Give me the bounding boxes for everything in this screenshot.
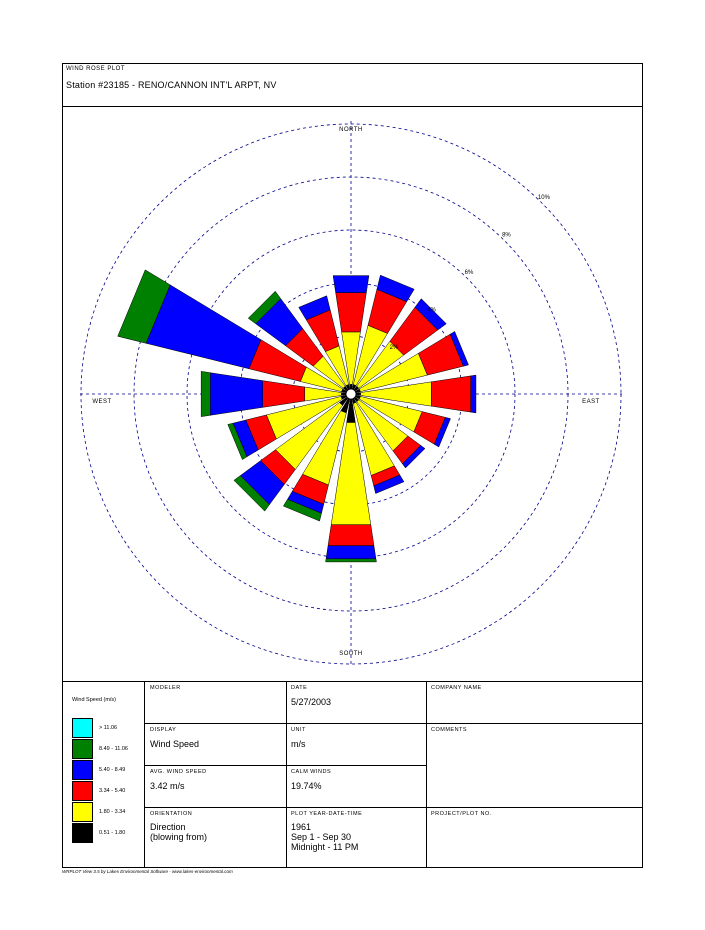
orientation-value-2: (blowing from) xyxy=(150,832,208,842)
legend-swatch xyxy=(72,760,93,780)
east-label: EAST xyxy=(582,399,600,405)
west-label: WEST xyxy=(92,399,112,405)
petal-segment xyxy=(328,525,374,546)
legend-label: 3.34 - 5.40 xyxy=(99,788,126,794)
legend-title: Wind Speed (m/s) xyxy=(72,697,117,703)
petal-segment xyxy=(210,373,262,416)
station-title: Station #23185 - RENO/CANNON INT'L ARPT, NV xyxy=(66,80,277,90)
legend-swatch xyxy=(72,739,93,759)
petals xyxy=(118,270,476,562)
petal-segment xyxy=(201,371,210,416)
calm-winds-value: 19.74% xyxy=(291,781,322,791)
petal-segment xyxy=(356,393,361,396)
petal-segment xyxy=(326,559,377,562)
ring-label: 10% xyxy=(537,195,550,202)
date-value: 5/27/2003 xyxy=(291,697,332,707)
legend-swatch xyxy=(72,823,93,843)
legend-label: 5.40 - 8.49 xyxy=(99,767,126,773)
plot-year-value-2: Sep 1 - Sep 30 xyxy=(291,832,352,842)
company-label: COMPANY NAME xyxy=(431,685,482,691)
legend-swatch xyxy=(72,718,93,738)
avg-speed-value: 3.42 m/s xyxy=(150,781,185,791)
legend-swatch xyxy=(72,802,93,822)
wind-rose-chart xyxy=(62,107,643,681)
petal-segment xyxy=(333,276,369,293)
date-label: DATE xyxy=(291,685,308,691)
petal-segment xyxy=(471,375,476,413)
footer-credit: WRPLOT View 3.5 by Lakes Environmental Software - www.lakes-environmental.com xyxy=(62,869,233,874)
petal-segment xyxy=(350,384,353,389)
plot-year-label: PLOT YEAR-DATE-TIME xyxy=(291,811,363,817)
unit-value: m/s xyxy=(291,739,306,749)
petal-segment xyxy=(336,293,367,332)
ring-label: 8% xyxy=(502,232,511,239)
petal-segment xyxy=(263,381,305,408)
legend-label: 0.51 - 1.80 xyxy=(99,830,126,836)
ring-label: 4% xyxy=(427,307,436,314)
comments-label: COMMENTS xyxy=(431,727,468,733)
orientation-value-1: Direction xyxy=(150,822,186,832)
display-label: DISPLAY xyxy=(150,727,177,733)
ring-label: 2% xyxy=(389,344,399,351)
legend-label: 1.80 - 3.34 xyxy=(99,809,126,815)
orientation-label: ORIENTATION xyxy=(150,811,193,817)
plot-year-value-3: Midnight - 11 PM xyxy=(291,842,359,852)
south-label: SOUTH xyxy=(339,651,363,657)
calm-winds-label: CALM WINDS xyxy=(291,769,332,775)
project-label: PROJECT/PLOT NO. xyxy=(431,811,492,817)
north-label: NORTH xyxy=(339,127,363,133)
plot-year-value-1: 1961 xyxy=(291,822,312,832)
plot-type-label: WIND ROSE PLOT xyxy=(66,66,126,72)
petal-segment xyxy=(431,376,470,412)
legend-label: 8.49 - 11.06 xyxy=(99,746,128,752)
info-table xyxy=(62,681,643,868)
display-value: Wind Speed xyxy=(150,739,200,749)
modeler-label: MODELER xyxy=(150,685,181,691)
unit-label: UNIT xyxy=(291,727,306,733)
avg-speed-label: AVG. WIND SPEED xyxy=(150,769,207,775)
legend-label: > 11.06 xyxy=(99,725,118,731)
petal-segment xyxy=(326,546,376,559)
legend-swatch xyxy=(72,781,93,801)
ring-label: 6% xyxy=(464,270,474,277)
calm-circle xyxy=(346,389,356,399)
petal-segment xyxy=(341,393,346,396)
